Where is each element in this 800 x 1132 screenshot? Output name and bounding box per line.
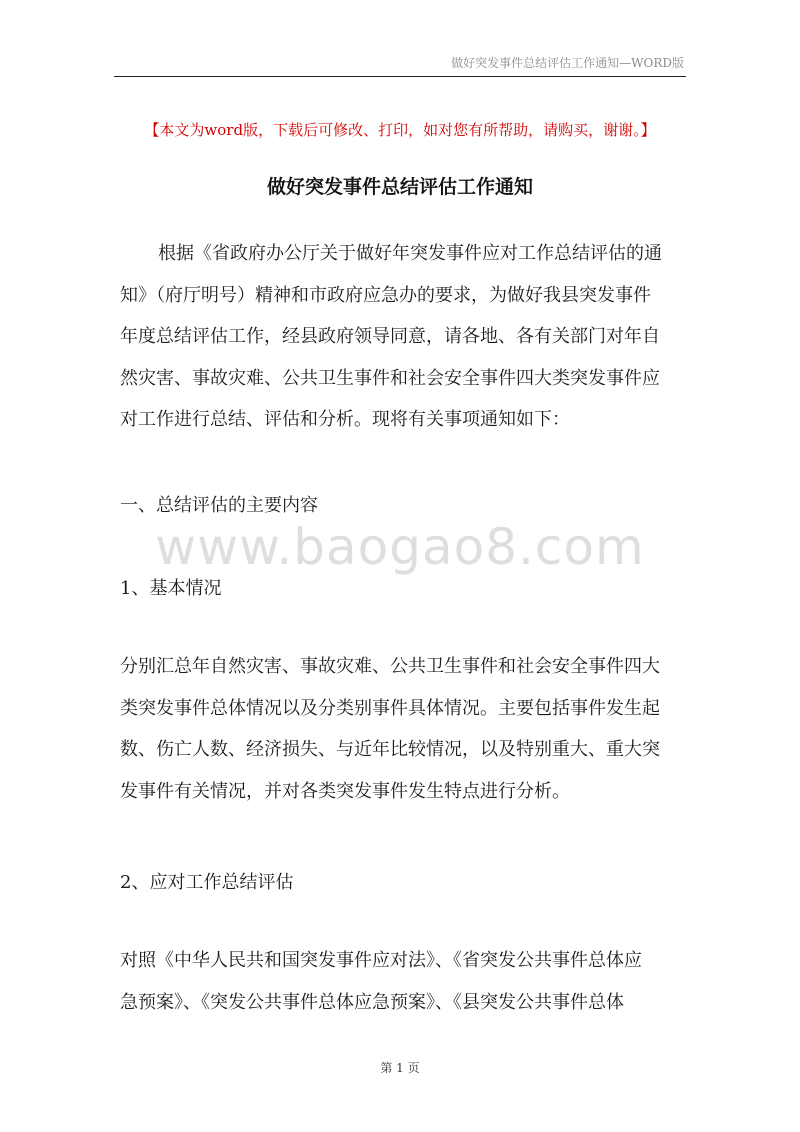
- paragraph-line: 根据《省政府办公厅关于做好年突发事件应对工作总结评估的通: [158, 243, 662, 264]
- subsection-heading: 1、基本情况: [120, 578, 222, 599]
- header-divider: [114, 76, 686, 77]
- intro-paragraph: [120, 233, 682, 441]
- paragraph-line: 对照《中华人民共和国突发事件应对法》、《省突发公共事件总体应: [120, 950, 642, 971]
- paragraph-line: 急预案》、《突发公共事件总体应急预案》、《县突发公共事件总体: [120, 991, 624, 1013]
- subsection-heading: 2、应对工作总结评估: [120, 872, 294, 893]
- document-title: 做好突发事件总结评估工作通知: [266, 176, 533, 198]
- paragraph-line: 然灾害、事故灾难、公共卫生事件和社会安全事件四大类突发事件应: [120, 367, 660, 389]
- paragraph-line: 知》（府厅明号）精神和市政府应急办的要求，为做好我县突发事件: [120, 284, 651, 306]
- paragraph-line: 类突发事件总体情况以及分类别事件具体情况。主要包括事件发生起: [120, 697, 660, 719]
- watermark: www.baogao8.com: [155, 518, 645, 576]
- paragraph-line: 发事件有关情况，并对各类突发事件发生特点进行分析。: [120, 780, 570, 802]
- purchase-notice: 【本文为word版，下载后可修改、打印，如对您有所帮助，请购买，谢谢。】: [144, 121, 656, 139]
- paragraph-line: 数、伤亡人数、经济损失、与近年比较情况，以及特别重大、重大突: [120, 739, 660, 760]
- response-evaluation-paragraph: [120, 940, 682, 1023]
- paragraph-line: 年度总结评估工作，经县政府领导同意，请各地、各有关部门对年自: [120, 326, 660, 347]
- section-heading: 一、总结评估的主要内容: [120, 495, 318, 516]
- basic-situation-paragraph: [120, 646, 682, 812]
- paragraph-line: 对工作进行总结、评估和分析。现将有关事项通知如下：: [120, 409, 570, 430]
- running-header: 做好突发事件总结评估工作通知—WORD版: [451, 56, 684, 70]
- paragraph-line: 分别汇总年自然灾害、事故灾难、公共卫生事件和社会安全事件四大: [120, 656, 660, 677]
- page-number: 第 1 页: [380, 1061, 420, 1075]
